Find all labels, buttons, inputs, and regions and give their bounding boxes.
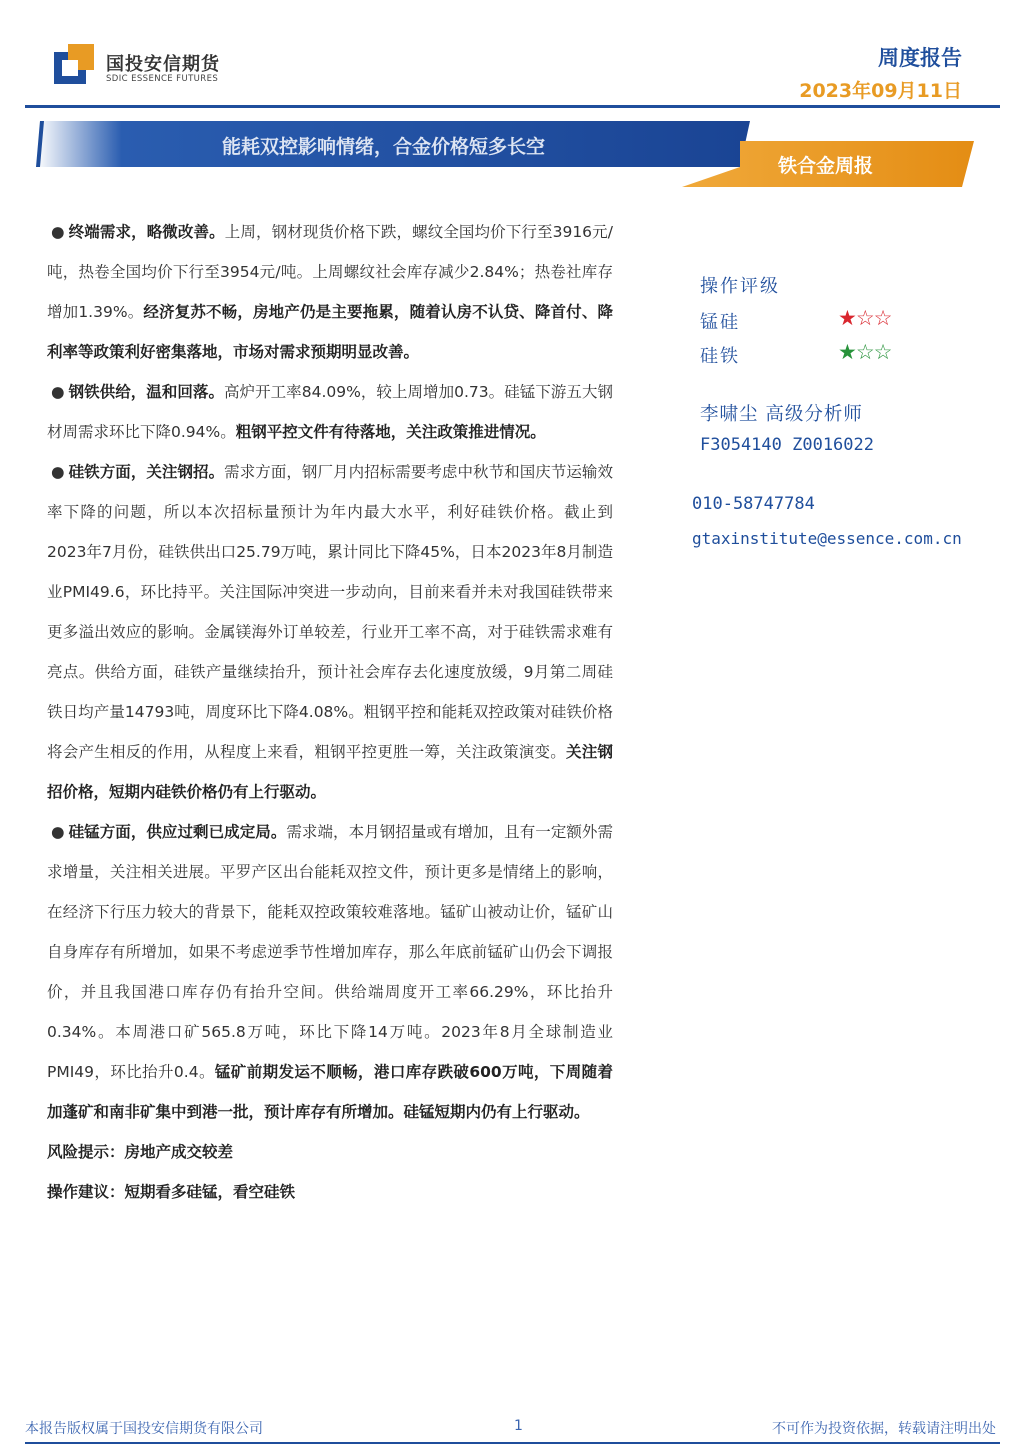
- rating-stars: [838, 340, 891, 364]
- risk-note: [47, 1132, 613, 1172]
- footer-divider: [25, 1442, 1000, 1444]
- report-headline: 能耗双控影响情绪，合金价格短多长空: [222, 136, 546, 158]
- paragraph-steel-supply: [47, 372, 613, 452]
- paragraph-heading: 钢铁供给，温和回落。: [68, 383, 225, 401]
- rating-name: 硅铁: [700, 346, 740, 367]
- header-divider: [25, 105, 1000, 108]
- risk-label: 风险提示：: [47, 1143, 125, 1161]
- report-type: 周度报告: [878, 46, 962, 70]
- paragraph-bold-text: 粗钢平控文件有待落地，关注政策推进情况。: [235, 423, 546, 441]
- page-number: 1: [514, 1418, 523, 1434]
- paragraph-text: 需求端，本月钢招量或有增加，且有一定额外需求增量，关注相关进展。平罗产区出台能耗双控文件，预计更多是情绪上的影响，在经济下行压力较大的背景下，能耗双控政策较难落地。锰矿山被动让价，锰矿山自身库存有所增加，如果不考虑逆季节性增加库存，那么年底前锰矿山仍会下调报价，并且我国港口库存仍有抬升空间。供给端周度开工率66.29%，环比抬升0.34%。本周港口矿565.8万吨，环比下降14万吨。2023年8月全球制造业PMI49，环比抬升0.4。: [47, 823, 613, 1081]
- bullet-icon: ●: [51, 463, 65, 481]
- rating-row-ferrosilicon: [700, 340, 892, 368]
- analyst-name: 李啸尘 高级分析师: [700, 404, 863, 425]
- risk-text: 房地产成交较差: [124, 1143, 234, 1161]
- paragraph-text: 高炉开工率84.09%，较上周增加0.73。硅锰下游五大钢材周需求环比下降0.94%。: [47, 383, 613, 441]
- paragraph-heading: 硅锰方面，供应过剩已成定局。: [68, 823, 287, 841]
- contact-email[interactable]: gtaxinstitute@essence.com.cn: [692, 529, 962, 548]
- paragraph-silicomanganese: [47, 812, 613, 1132]
- paragraph-bold-text: 经济复苏不畅，房地产仍是主要拖累，随着认房不认贷、降首付、降利率等政策利好密集落地，市场对需求预期明显改善。: [47, 303, 613, 361]
- star-filled-icon: ★: [838, 306, 856, 330]
- operation-advice: [47, 1172, 613, 1212]
- company-logo: [54, 44, 234, 88]
- paragraph-text: 需求方面，钢厂月内招标需要考虑中秋节和国庆节运输效率下降的问题，所以本次招标量预计为年内最大水平，利好硅铁价格。截止到2023年7月份，硅铁供出口25.79万吨，累计同比下降45%，日本2023年8月制造业PMI49.6，环比持平。关注国际冲突进一步动向，目前来看并未对我国硅铁带来更多溢出效应的影响。金属镁海外订单较差，行业开工率不高，对于硅铁需求难有亮点。供给方面，硅铁产量继续抬升，预计社会库存去化速度放缓，9月第二周硅铁日均产量14793吨，周度环比下降4.08%。粗钢平控和能耗双控政策对硅铁价格将会产生相反的作用，从程度上来看，粗钢平控更胜一筹，关注政策演变。: [47, 463, 613, 761]
- footer-copyright: 本报告版权属于国投安信期货有限公司: [25, 1421, 263, 1437]
- paragraph-bold-text: 锰矿前期发运不顺畅，港口库存跌破600万吨，下周随着加蓬矿和南非矿集中到港一批，预计库存有所增加。硅锰短期内仍有上行驱动。: [47, 1063, 613, 1121]
- advice-label: 操作建议：: [47, 1183, 125, 1201]
- paragraph-bold-text: 关注钢招价格，短期内硅铁价格仍有上行驱动。: [47, 743, 613, 801]
- star-empty-icon: ☆☆: [855, 340, 892, 364]
- logo-mark-icon: [54, 44, 94, 84]
- paragraph-ferrosilicon: [47, 452, 613, 812]
- footer-disclaimer: 不可作为投资依据，转载请注明出处: [772, 1421, 996, 1437]
- rating-name: 锰硅: [700, 312, 740, 333]
- rating-title: 操作评级: [700, 276, 780, 297]
- rating-stars: [838, 306, 891, 330]
- bullet-icon: ●: [51, 223, 65, 241]
- title-banner: [36, 121, 976, 191]
- paragraph-text: 上周，钢材现货价格下跌，螺纹全国均价下行至3916元/吨，热卷全国均价下行至3954元/吨。上周螺纹社会库存减少2.84%；热卷社库存增加1.39%。: [47, 223, 613, 321]
- bullet-icon: ●: [51, 823, 65, 841]
- contact-phone: 010-58747784: [692, 494, 815, 514]
- report-category-tag: 铁合金周报: [778, 155, 874, 177]
- paragraph-demand: [47, 212, 613, 372]
- analyst-license: F3054140 Z0016022: [700, 435, 874, 455]
- star-empty-icon: ☆☆: [855, 306, 892, 330]
- logo-text-cn: 国投安信期货: [106, 54, 220, 75]
- star-filled-icon: ★: [838, 340, 856, 364]
- paragraph-heading: 终端需求，略微改善。: [68, 223, 225, 241]
- advice-text: 短期看多硅锰，看空硅铁: [124, 1183, 296, 1201]
- report-date: 2023年09月11日: [799, 80, 962, 102]
- bullet-icon: ●: [51, 383, 65, 401]
- logo-text-en: SDIC ESSENCE FUTURES: [106, 74, 219, 84]
- page-footer: [25, 1418, 1000, 1440]
- paragraph-heading: 硅铁方面，关注钢招。: [68, 463, 225, 481]
- report-body: [47, 212, 613, 1212]
- rating-row-silicomanganese: [700, 306, 892, 334]
